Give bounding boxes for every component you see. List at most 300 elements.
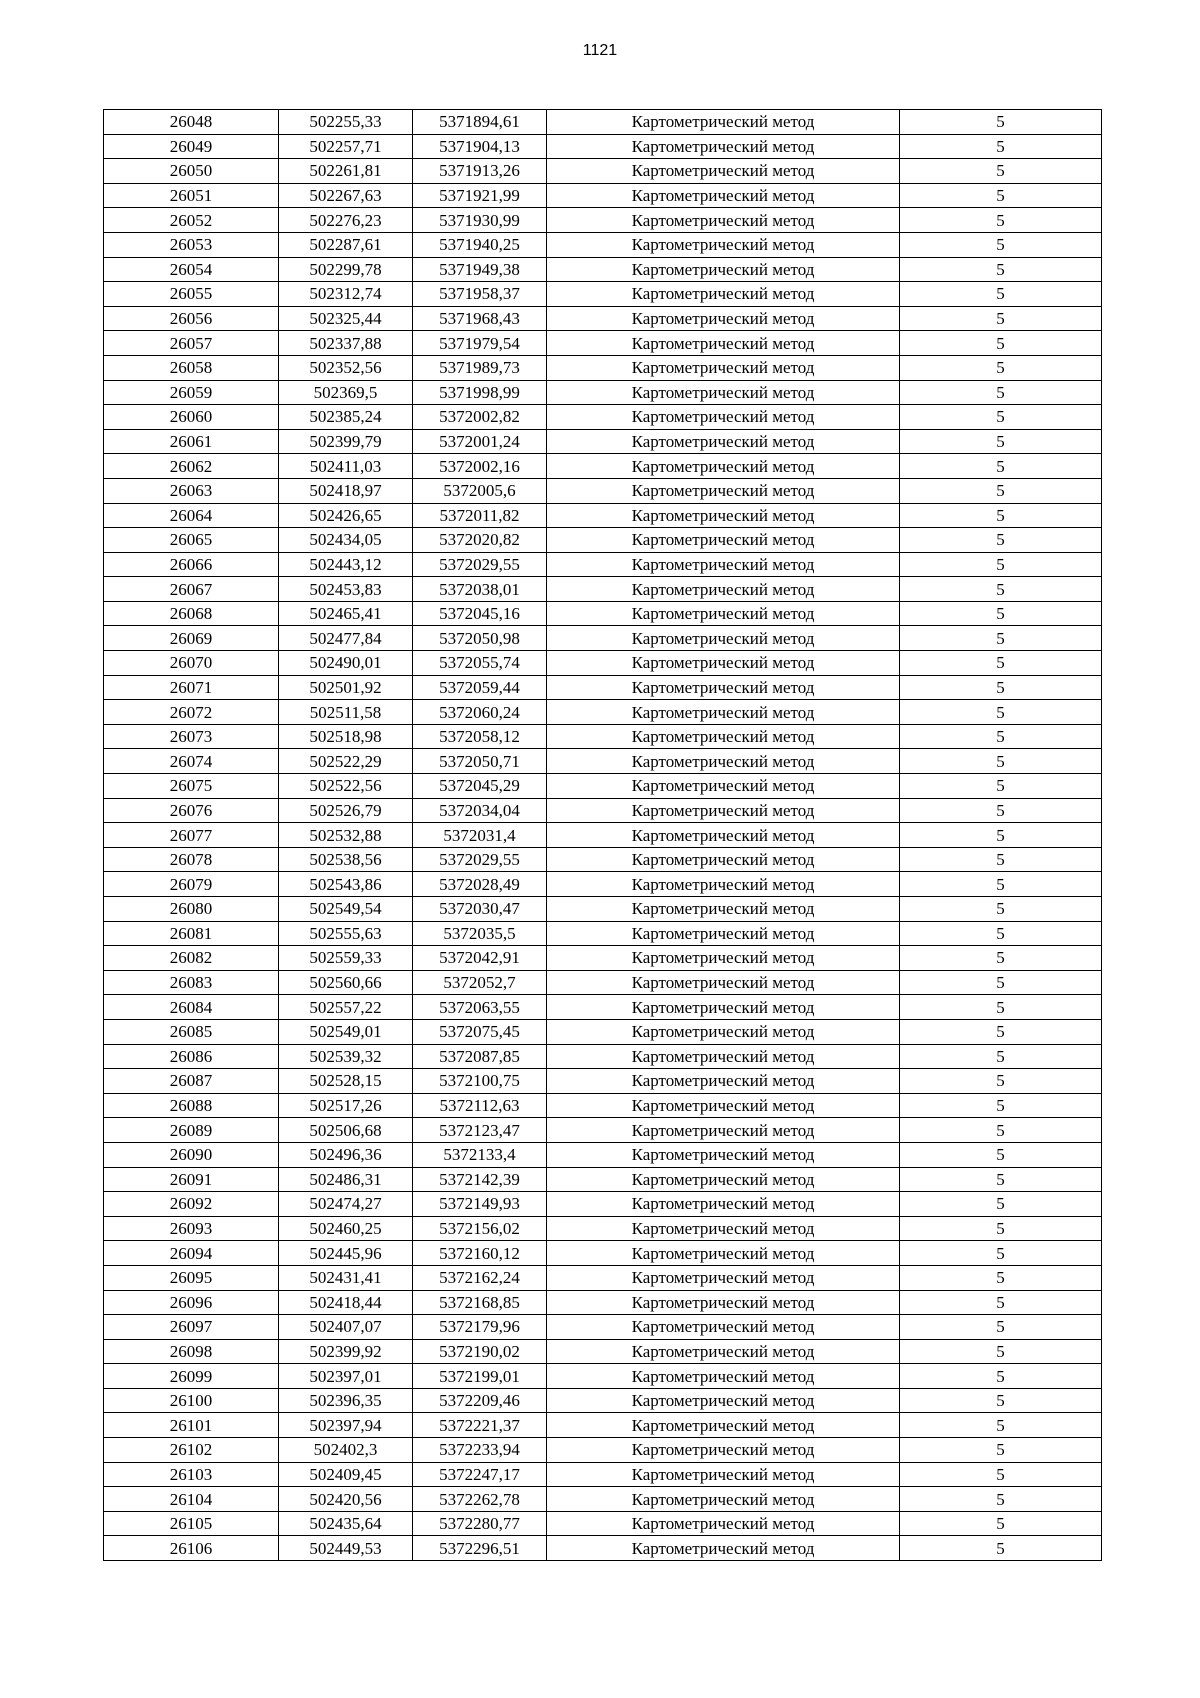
- table-row: [104, 380, 1102, 405]
- method-cell: Картометрический метод: [547, 1093, 900, 1118]
- method-cell: Картометрический метод: [547, 897, 900, 922]
- point-number-cell: 26088: [104, 1093, 279, 1118]
- method-cell: Картометрический метод: [547, 774, 900, 799]
- y-coordinate-cell: 5372190,02: [413, 1339, 547, 1364]
- x-coordinate-cell: 502312,74: [279, 282, 413, 307]
- point-number-cell: 26073: [104, 724, 279, 749]
- method-cell: Картометрический метод: [547, 970, 900, 995]
- y-coordinate-cell: 5372063,55: [413, 995, 547, 1020]
- accuracy-cell: 5: [900, 1364, 1102, 1389]
- y-coordinate-cell: 5372002,82: [413, 405, 547, 430]
- point-number-cell: 26090: [104, 1142, 279, 1167]
- accuracy-cell: 5: [900, 134, 1102, 159]
- accuracy-cell: 5: [900, 897, 1102, 922]
- accuracy-cell: 5: [900, 700, 1102, 725]
- x-coordinate-cell: 502511,58: [279, 700, 413, 725]
- x-coordinate-cell: 502397,94: [279, 1413, 413, 1438]
- accuracy-cell: 5: [900, 577, 1102, 602]
- accuracy-cell: 5: [900, 503, 1102, 528]
- y-coordinate-cell: 5372247,17: [413, 1462, 547, 1487]
- point-number-cell: 26102: [104, 1438, 279, 1463]
- point-number-cell: 26063: [104, 478, 279, 503]
- point-number-cell: 26057: [104, 331, 279, 356]
- coordinates-table-body: [104, 110, 1102, 1561]
- x-coordinate-cell: 502418,97: [279, 478, 413, 503]
- x-coordinate-cell: 502399,79: [279, 429, 413, 454]
- method-cell: Картометрический метод: [547, 995, 900, 1020]
- method-cell: Картометрический метод: [547, 626, 900, 651]
- method-cell: Картометрический метод: [547, 1388, 900, 1413]
- table-row: [104, 355, 1102, 380]
- point-number-cell: 26086: [104, 1044, 279, 1069]
- accuracy-cell: 5: [900, 774, 1102, 799]
- y-coordinate-cell: 5372060,24: [413, 700, 547, 725]
- method-cell: Картометрический метод: [547, 1069, 900, 1094]
- table-row: [104, 159, 1102, 184]
- point-number-cell: 26091: [104, 1167, 279, 1192]
- method-cell: Картометрический метод: [547, 282, 900, 307]
- accuracy-cell: 5: [900, 282, 1102, 307]
- accuracy-cell: 5: [900, 1241, 1102, 1266]
- point-number-cell: 26096: [104, 1290, 279, 1315]
- table-row: [104, 1290, 1102, 1315]
- method-cell: Картометрический метод: [547, 306, 900, 331]
- accuracy-cell: 5: [900, 724, 1102, 749]
- y-coordinate-cell: 5372149,93: [413, 1192, 547, 1217]
- y-coordinate-cell: 5371921,99: [413, 183, 547, 208]
- y-coordinate-cell: 5372162,24: [413, 1265, 547, 1290]
- coordinates-table: [103, 109, 1102, 1561]
- method-cell: Картометрический метод: [547, 134, 900, 159]
- point-number-cell: 26098: [104, 1339, 279, 1364]
- accuracy-cell: 5: [900, 675, 1102, 700]
- accuracy-cell: 5: [900, 552, 1102, 577]
- method-cell: Картометрический метод: [547, 478, 900, 503]
- y-coordinate-cell: 5371904,13: [413, 134, 547, 159]
- y-coordinate-cell: 5372112,63: [413, 1093, 547, 1118]
- point-number-cell: 26082: [104, 946, 279, 971]
- accuracy-cell: 5: [900, 208, 1102, 233]
- accuracy-cell: 5: [900, 1438, 1102, 1463]
- table-row: [104, 1487, 1102, 1512]
- y-coordinate-cell: 5371979,54: [413, 331, 547, 356]
- method-cell: Картометрический метод: [547, 651, 900, 676]
- table-row: [104, 774, 1102, 799]
- method-cell: Картометрический метод: [547, 331, 900, 356]
- x-coordinate-cell: 502369,5: [279, 380, 413, 405]
- point-number-cell: 26101: [104, 1413, 279, 1438]
- table-row: [104, 1118, 1102, 1143]
- method-cell: Картометрический метод: [547, 872, 900, 897]
- accuracy-cell: 5: [900, 1315, 1102, 1340]
- method-cell: Картометрический метод: [547, 552, 900, 577]
- x-coordinate-cell: 502549,54: [279, 897, 413, 922]
- point-number-cell: 26056: [104, 306, 279, 331]
- table-row: [104, 651, 1102, 676]
- accuracy-cell: 5: [900, 823, 1102, 848]
- point-number-cell: 26078: [104, 847, 279, 872]
- accuracy-cell: 5: [900, 110, 1102, 135]
- table-row: [104, 454, 1102, 479]
- method-cell: Картометрический метод: [547, 1462, 900, 1487]
- accuracy-cell: 5: [900, 1118, 1102, 1143]
- accuracy-cell: 5: [900, 651, 1102, 676]
- method-cell: Картометрический метод: [547, 724, 900, 749]
- point-number-cell: 26058: [104, 355, 279, 380]
- table-row: [104, 429, 1102, 454]
- x-coordinate-cell: 502325,44: [279, 306, 413, 331]
- table-row: [104, 1438, 1102, 1463]
- accuracy-cell: 5: [900, 1413, 1102, 1438]
- method-cell: Картометрический метод: [547, 1511, 900, 1536]
- accuracy-cell: 5: [900, 1069, 1102, 1094]
- point-number-cell: 26054: [104, 257, 279, 282]
- method-cell: Картометрический метод: [547, 1019, 900, 1044]
- method-cell: Картометрический метод: [547, 454, 900, 479]
- y-coordinate-cell: 5372179,96: [413, 1315, 547, 1340]
- method-cell: Картометрический метод: [547, 749, 900, 774]
- method-cell: Картометрический метод: [547, 1167, 900, 1192]
- table-row: [104, 552, 1102, 577]
- y-coordinate-cell: 5372199,01: [413, 1364, 547, 1389]
- accuracy-cell: 5: [900, 429, 1102, 454]
- x-coordinate-cell: 502526,79: [279, 798, 413, 823]
- x-coordinate-cell: 502352,56: [279, 355, 413, 380]
- x-coordinate-cell: 502460,25: [279, 1216, 413, 1241]
- method-cell: Картометрический метод: [547, 946, 900, 971]
- y-coordinate-cell: 5372280,77: [413, 1511, 547, 1536]
- method-cell: Картометрический метод: [547, 1438, 900, 1463]
- y-coordinate-cell: 5371894,61: [413, 110, 547, 135]
- y-coordinate-cell: 5372133,4: [413, 1142, 547, 1167]
- point-number-cell: 26094: [104, 1241, 279, 1266]
- point-number-cell: 26069: [104, 626, 279, 651]
- accuracy-cell: 5: [900, 257, 1102, 282]
- x-coordinate-cell: 502261,81: [279, 159, 413, 184]
- accuracy-cell: 5: [900, 380, 1102, 405]
- y-coordinate-cell: 5372168,85: [413, 1290, 547, 1315]
- table-row: [104, 724, 1102, 749]
- table-row: [104, 1339, 1102, 1364]
- point-number-cell: 26089: [104, 1118, 279, 1143]
- x-coordinate-cell: 502465,41: [279, 601, 413, 626]
- point-number-cell: 26071: [104, 675, 279, 700]
- table-row: [104, 232, 1102, 257]
- table-row: [104, 208, 1102, 233]
- accuracy-cell: 5: [900, 749, 1102, 774]
- y-coordinate-cell: 5372233,94: [413, 1438, 547, 1463]
- y-coordinate-cell: 5372160,12: [413, 1241, 547, 1266]
- point-number-cell: 26065: [104, 528, 279, 553]
- y-coordinate-cell: 5372052,7: [413, 970, 547, 995]
- accuracy-cell: 5: [900, 1487, 1102, 1512]
- x-coordinate-cell: 502399,92: [279, 1339, 413, 1364]
- x-coordinate-cell: 502486,31: [279, 1167, 413, 1192]
- accuracy-cell: 5: [900, 1265, 1102, 1290]
- table-row: [104, 1093, 1102, 1118]
- point-number-cell: 26059: [104, 380, 279, 405]
- point-number-cell: 26060: [104, 405, 279, 430]
- table-row: [104, 1364, 1102, 1389]
- accuracy-cell: 5: [900, 946, 1102, 971]
- method-cell: Картометрический метод: [547, 1216, 900, 1241]
- method-cell: Картометрический метод: [547, 159, 900, 184]
- accuracy-cell: 5: [900, 1044, 1102, 1069]
- method-cell: Картометрический метод: [547, 1290, 900, 1315]
- x-coordinate-cell: 502443,12: [279, 552, 413, 577]
- table-row: [104, 1315, 1102, 1340]
- method-cell: Картометрический метод: [547, 1118, 900, 1143]
- accuracy-cell: 5: [900, 232, 1102, 257]
- y-coordinate-cell: 5371989,73: [413, 355, 547, 380]
- y-coordinate-cell: 5372209,46: [413, 1388, 547, 1413]
- accuracy-cell: 5: [900, 528, 1102, 553]
- method-cell: Картометрический метод: [547, 1487, 900, 1512]
- x-coordinate-cell: 502474,27: [279, 1192, 413, 1217]
- table-row: [104, 257, 1102, 282]
- point-number-cell: 26066: [104, 552, 279, 577]
- y-coordinate-cell: 5371968,43: [413, 306, 547, 331]
- point-number-cell: 26070: [104, 651, 279, 676]
- table-row: [104, 1462, 1102, 1487]
- x-coordinate-cell: 502418,44: [279, 1290, 413, 1315]
- point-number-cell: 26061: [104, 429, 279, 454]
- method-cell: Картометрический метод: [547, 355, 900, 380]
- accuracy-cell: 5: [900, 405, 1102, 430]
- accuracy-cell: 5: [900, 921, 1102, 946]
- y-coordinate-cell: 5372031,4: [413, 823, 547, 848]
- table-row: [104, 134, 1102, 159]
- accuracy-cell: 5: [900, 995, 1102, 1020]
- x-coordinate-cell: 502385,24: [279, 405, 413, 430]
- method-cell: Картометрический метод: [547, 183, 900, 208]
- accuracy-cell: 5: [900, 1142, 1102, 1167]
- table-row: [104, 577, 1102, 602]
- method-cell: Картометрический метод: [547, 429, 900, 454]
- table-row: [104, 921, 1102, 946]
- x-coordinate-cell: 502532,88: [279, 823, 413, 848]
- y-coordinate-cell: 5372034,04: [413, 798, 547, 823]
- x-coordinate-cell: 502560,66: [279, 970, 413, 995]
- accuracy-cell: 5: [900, 1093, 1102, 1118]
- point-number-cell: 26068: [104, 601, 279, 626]
- point-number-cell: 26080: [104, 897, 279, 922]
- table-row: [104, 995, 1102, 1020]
- table-row: [104, 306, 1102, 331]
- table-row: [104, 503, 1102, 528]
- y-coordinate-cell: 5372045,29: [413, 774, 547, 799]
- method-cell: Картометрический метод: [547, 921, 900, 946]
- accuracy-cell: 5: [900, 1192, 1102, 1217]
- accuracy-cell: 5: [900, 478, 1102, 503]
- point-number-cell: 26051: [104, 183, 279, 208]
- method-cell: Картометрический метод: [547, 503, 900, 528]
- y-coordinate-cell: 5372058,12: [413, 724, 547, 749]
- table-row: [104, 872, 1102, 897]
- y-coordinate-cell: 5372020,82: [413, 528, 547, 553]
- table-row: [104, 1044, 1102, 1069]
- table-row: [104, 1241, 1102, 1266]
- x-coordinate-cell: 502267,63: [279, 183, 413, 208]
- x-coordinate-cell: 502557,22: [279, 995, 413, 1020]
- point-number-cell: 26048: [104, 110, 279, 135]
- y-coordinate-cell: 5371958,37: [413, 282, 547, 307]
- x-coordinate-cell: 502543,86: [279, 872, 413, 897]
- accuracy-cell: 5: [900, 1019, 1102, 1044]
- method-cell: Картометрический метод: [547, 257, 900, 282]
- method-cell: Картометрический метод: [547, 1364, 900, 1389]
- point-number-cell: 26097: [104, 1315, 279, 1340]
- x-coordinate-cell: 502287,61: [279, 232, 413, 257]
- table-row: [104, 528, 1102, 553]
- x-coordinate-cell: 502506,68: [279, 1118, 413, 1143]
- accuracy-cell: 5: [900, 1339, 1102, 1364]
- x-coordinate-cell: 502539,32: [279, 1044, 413, 1069]
- y-coordinate-cell: 5372142,39: [413, 1167, 547, 1192]
- accuracy-cell: 5: [900, 454, 1102, 479]
- accuracy-cell: 5: [900, 601, 1102, 626]
- accuracy-cell: 5: [900, 1511, 1102, 1536]
- x-coordinate-cell: 502453,83: [279, 577, 413, 602]
- point-number-cell: 26053: [104, 232, 279, 257]
- point-number-cell: 26049: [104, 134, 279, 159]
- y-coordinate-cell: 5372087,85: [413, 1044, 547, 1069]
- method-cell: Картометрический метод: [547, 232, 900, 257]
- point-number-cell: 26079: [104, 872, 279, 897]
- x-coordinate-cell: 502420,56: [279, 1487, 413, 1512]
- table-row: [104, 946, 1102, 971]
- method-cell: Картометрический метод: [547, 675, 900, 700]
- y-coordinate-cell: 5372100,75: [413, 1069, 547, 1094]
- accuracy-cell: 5: [900, 798, 1102, 823]
- x-coordinate-cell: 502397,01: [279, 1364, 413, 1389]
- y-coordinate-cell: 5372156,02: [413, 1216, 547, 1241]
- x-coordinate-cell: 502528,15: [279, 1069, 413, 1094]
- x-coordinate-cell: 502517,26: [279, 1093, 413, 1118]
- method-cell: Картометрический метод: [547, 1339, 900, 1364]
- table-row: [104, 749, 1102, 774]
- accuracy-cell: 5: [900, 1462, 1102, 1487]
- point-number-cell: 26072: [104, 700, 279, 725]
- x-coordinate-cell: 502501,92: [279, 675, 413, 700]
- y-coordinate-cell: 5372035,5: [413, 921, 547, 946]
- table-row: [104, 282, 1102, 307]
- method-cell: Картометрический метод: [547, 847, 900, 872]
- y-coordinate-cell: 5371949,38: [413, 257, 547, 282]
- table-row: [104, 1388, 1102, 1413]
- accuracy-cell: 5: [900, 306, 1102, 331]
- point-number-cell: 26093: [104, 1216, 279, 1241]
- x-coordinate-cell: 502435,64: [279, 1511, 413, 1536]
- y-coordinate-cell: 5371930,99: [413, 208, 547, 233]
- point-number-cell: 26077: [104, 823, 279, 848]
- method-cell: Картометрический метод: [547, 1413, 900, 1438]
- point-number-cell: 26099: [104, 1364, 279, 1389]
- table-row: [104, 1019, 1102, 1044]
- point-number-cell: 26055: [104, 282, 279, 307]
- x-coordinate-cell: 502449,53: [279, 1536, 413, 1561]
- table-row: [104, 1167, 1102, 1192]
- method-cell: Картометрический метод: [547, 823, 900, 848]
- x-coordinate-cell: 502445,96: [279, 1241, 413, 1266]
- point-number-cell: 26104: [104, 1487, 279, 1512]
- x-coordinate-cell: 502496,36: [279, 1142, 413, 1167]
- x-coordinate-cell: 502337,88: [279, 331, 413, 356]
- point-number-cell: 26105: [104, 1511, 279, 1536]
- y-coordinate-cell: 5372262,78: [413, 1487, 547, 1512]
- table-row: [104, 1265, 1102, 1290]
- y-coordinate-cell: 5372059,44: [413, 675, 547, 700]
- table-row: [104, 675, 1102, 700]
- method-cell: Картометрический метод: [547, 110, 900, 135]
- point-number-cell: 26083: [104, 970, 279, 995]
- x-coordinate-cell: 502409,45: [279, 1462, 413, 1487]
- accuracy-cell: 5: [900, 331, 1102, 356]
- method-cell: Картометрический метод: [547, 208, 900, 233]
- point-number-cell: 26106: [104, 1536, 279, 1561]
- x-coordinate-cell: 502538,56: [279, 847, 413, 872]
- table-row: [104, 478, 1102, 503]
- accuracy-cell: 5: [900, 847, 1102, 872]
- point-number-cell: 26084: [104, 995, 279, 1020]
- table-row: [104, 110, 1102, 135]
- method-cell: Картометрический метод: [547, 577, 900, 602]
- page-number: 1121: [582, 42, 618, 59]
- y-coordinate-cell: 5372055,74: [413, 651, 547, 676]
- table-row: [104, 1511, 1102, 1536]
- method-cell: Картометрический метод: [547, 1315, 900, 1340]
- x-coordinate-cell: 502518,98: [279, 724, 413, 749]
- method-cell: Картометрический метод: [547, 601, 900, 626]
- accuracy-cell: 5: [900, 872, 1102, 897]
- x-coordinate-cell: 502411,03: [279, 454, 413, 479]
- table-row: [104, 1413, 1102, 1438]
- y-coordinate-cell: 5372011,82: [413, 503, 547, 528]
- method-cell: Картометрический метод: [547, 798, 900, 823]
- table-row: [104, 700, 1102, 725]
- table-row: [104, 1192, 1102, 1217]
- y-coordinate-cell: 5372038,01: [413, 577, 547, 602]
- accuracy-cell: 5: [900, 183, 1102, 208]
- accuracy-cell: 5: [900, 355, 1102, 380]
- method-cell: Картометрический метод: [547, 700, 900, 725]
- x-coordinate-cell: 502407,07: [279, 1315, 413, 1340]
- table-row: [104, 1069, 1102, 1094]
- x-coordinate-cell: 502555,63: [279, 921, 413, 946]
- x-coordinate-cell: 502522,56: [279, 774, 413, 799]
- x-coordinate-cell: 502426,65: [279, 503, 413, 528]
- x-coordinate-cell: 502431,41: [279, 1265, 413, 1290]
- accuracy-cell: 5: [900, 626, 1102, 651]
- x-coordinate-cell: 502257,71: [279, 134, 413, 159]
- accuracy-cell: 5: [900, 1216, 1102, 1241]
- point-number-cell: 26095: [104, 1265, 279, 1290]
- table-row: [104, 183, 1102, 208]
- method-cell: Картометрический метод: [547, 1044, 900, 1069]
- method-cell: Картометрический метод: [547, 1536, 900, 1561]
- x-coordinate-cell: 502549,01: [279, 1019, 413, 1044]
- table-row: [104, 1142, 1102, 1167]
- accuracy-cell: 5: [900, 1388, 1102, 1413]
- y-coordinate-cell: 5372296,51: [413, 1536, 547, 1561]
- y-coordinate-cell: 5372045,16: [413, 601, 547, 626]
- accuracy-cell: 5: [900, 1290, 1102, 1315]
- table-row: [104, 897, 1102, 922]
- method-cell: Картометрический метод: [547, 380, 900, 405]
- accuracy-cell: 5: [900, 159, 1102, 184]
- point-number-cell: 26087: [104, 1069, 279, 1094]
- point-number-cell: 26062: [104, 454, 279, 479]
